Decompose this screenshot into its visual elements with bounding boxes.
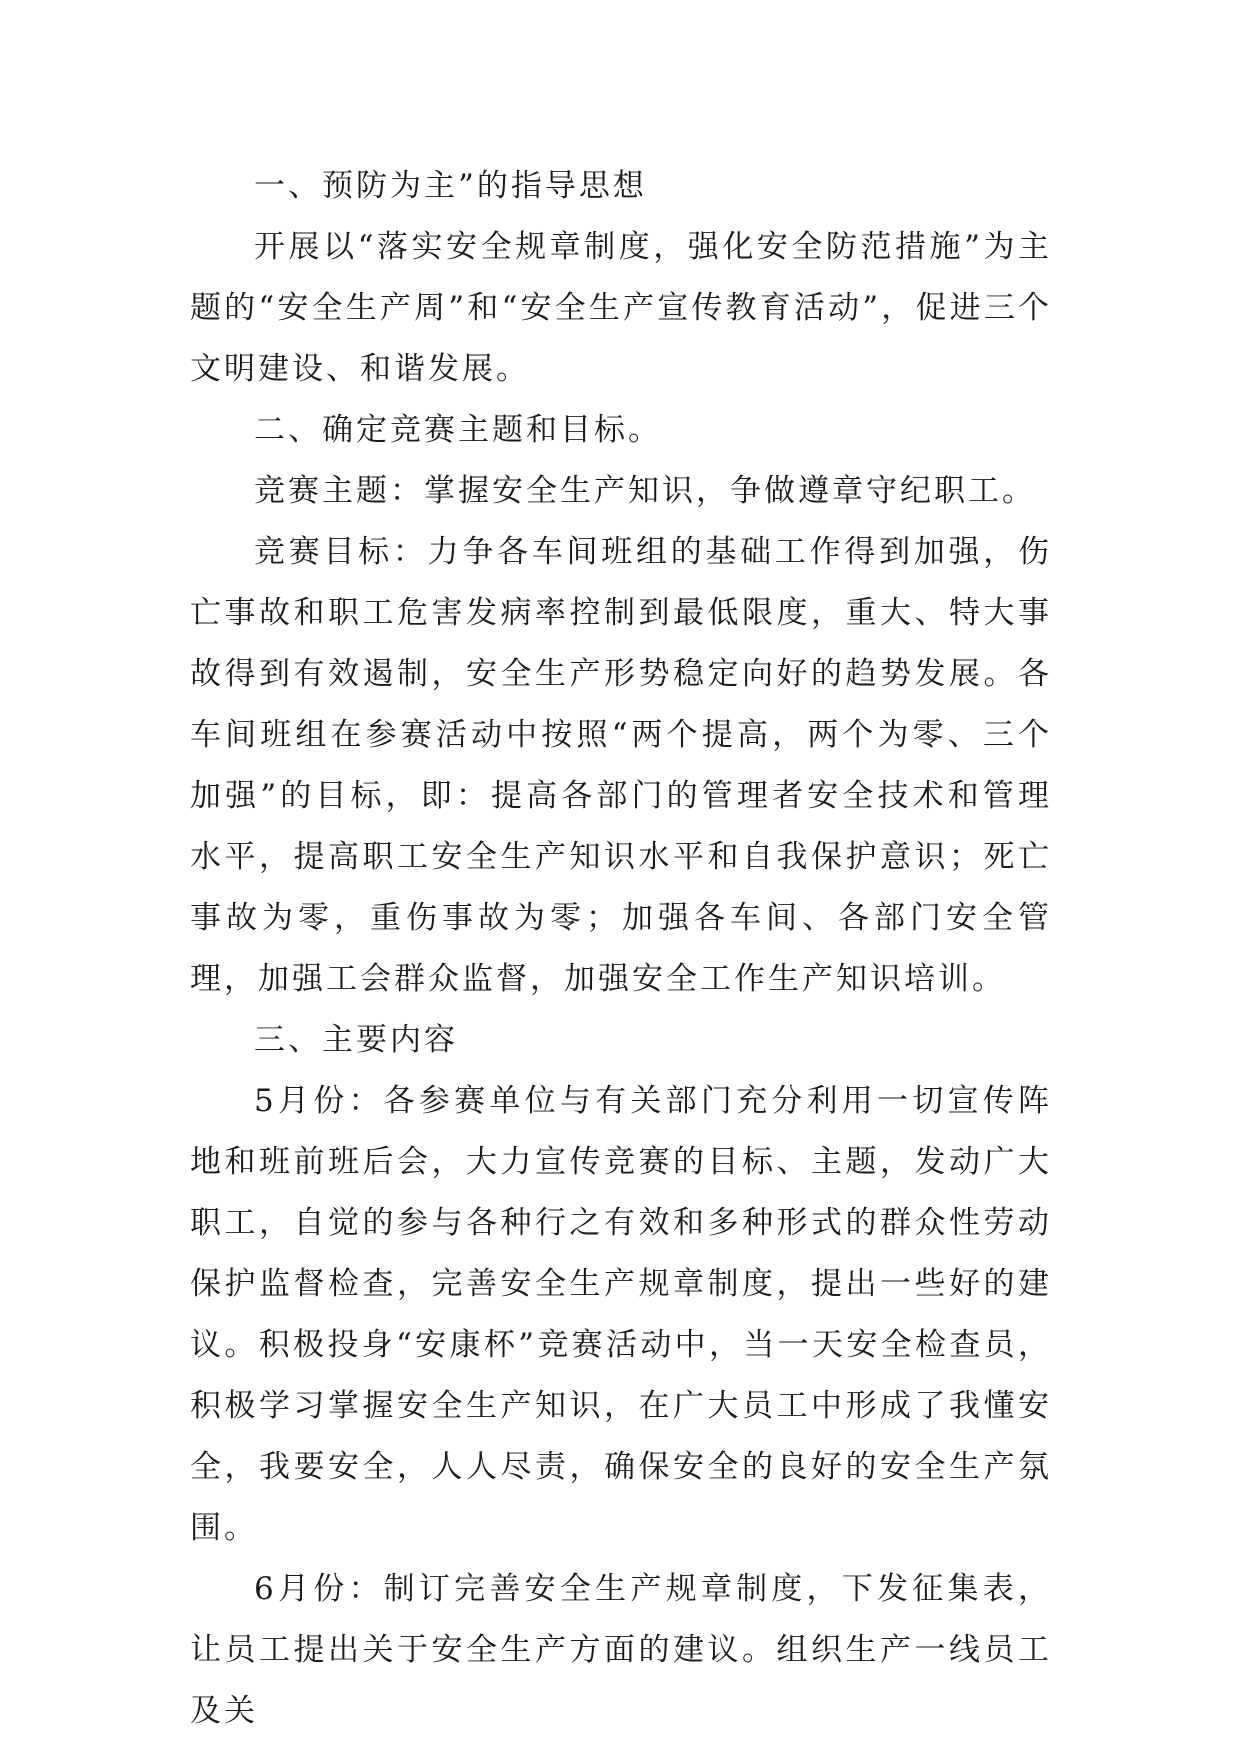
- heading-main-content: 三、主要内容: [254, 1022, 458, 1058]
- heading-competition-theme-goals: 二、确定竞赛主题和目标。: [254, 412, 662, 448]
- paragraph-competition-goals: 竞赛目标：力争各车间班组的基础工作得到加强，伤亡事故和职工危害发病率控制到最低限度，重大、特大事故得到有效遏制，安全生产形势稳定向好的趋势发展。各车间班组在参赛活动中按照“两个提高，两个为零、三个加强”的目标，即：提高各部门的管理者安全技术和管理水平，提高职工安全生产知识水平和自我保护意识；死亡事故为零，重伤事故为零；加强各车间、各部门安全管理，加强工会群众监督，加强安全工作生产知识培训。: [190, 534, 1052, 997]
- paragraph-activity-theme: 开展以“落实安全规章制度，强化安全防范措施”为主题的“安全生产周”和“安全生产宣传教育活动”，促进三个文明建设、和谐发展。: [190, 229, 1052, 387]
- paragraph-competition-theme: 竞赛主题：掌握安全生产知识，争做遵章守纪职工。: [254, 473, 1036, 509]
- paragraph-june-plan: 6月份：制订完善安全生产规章制度，下发征集表，让员工提出关于安全生产方面的建议。组织生产一线员工及关: [190, 1571, 1052, 1729]
- heading-prevention-principle: 一、预防为主”的指导思想: [254, 168, 647, 204]
- paragraph-may-plan: 5月份：各参赛单位与有关部门充分利用一切宣传阵地和班前班后会，大力宣传竞赛的目标、主题，发动广大职工，自觉的参与各种行之有效和多种形式的群众性劳动保护监督检查，完善安全生产规章制度，提出一些好的建议。积极投身“安康杯”竞赛活动中，当一天安全检查员，积极学习掌握安全生产知识，在广大员工中形成了我懂安全，我要安全，人人尽责，确保安全的良好的安全生产氛围。: [190, 1083, 1052, 1546]
- document-body: [190, 156, 1052, 1742]
